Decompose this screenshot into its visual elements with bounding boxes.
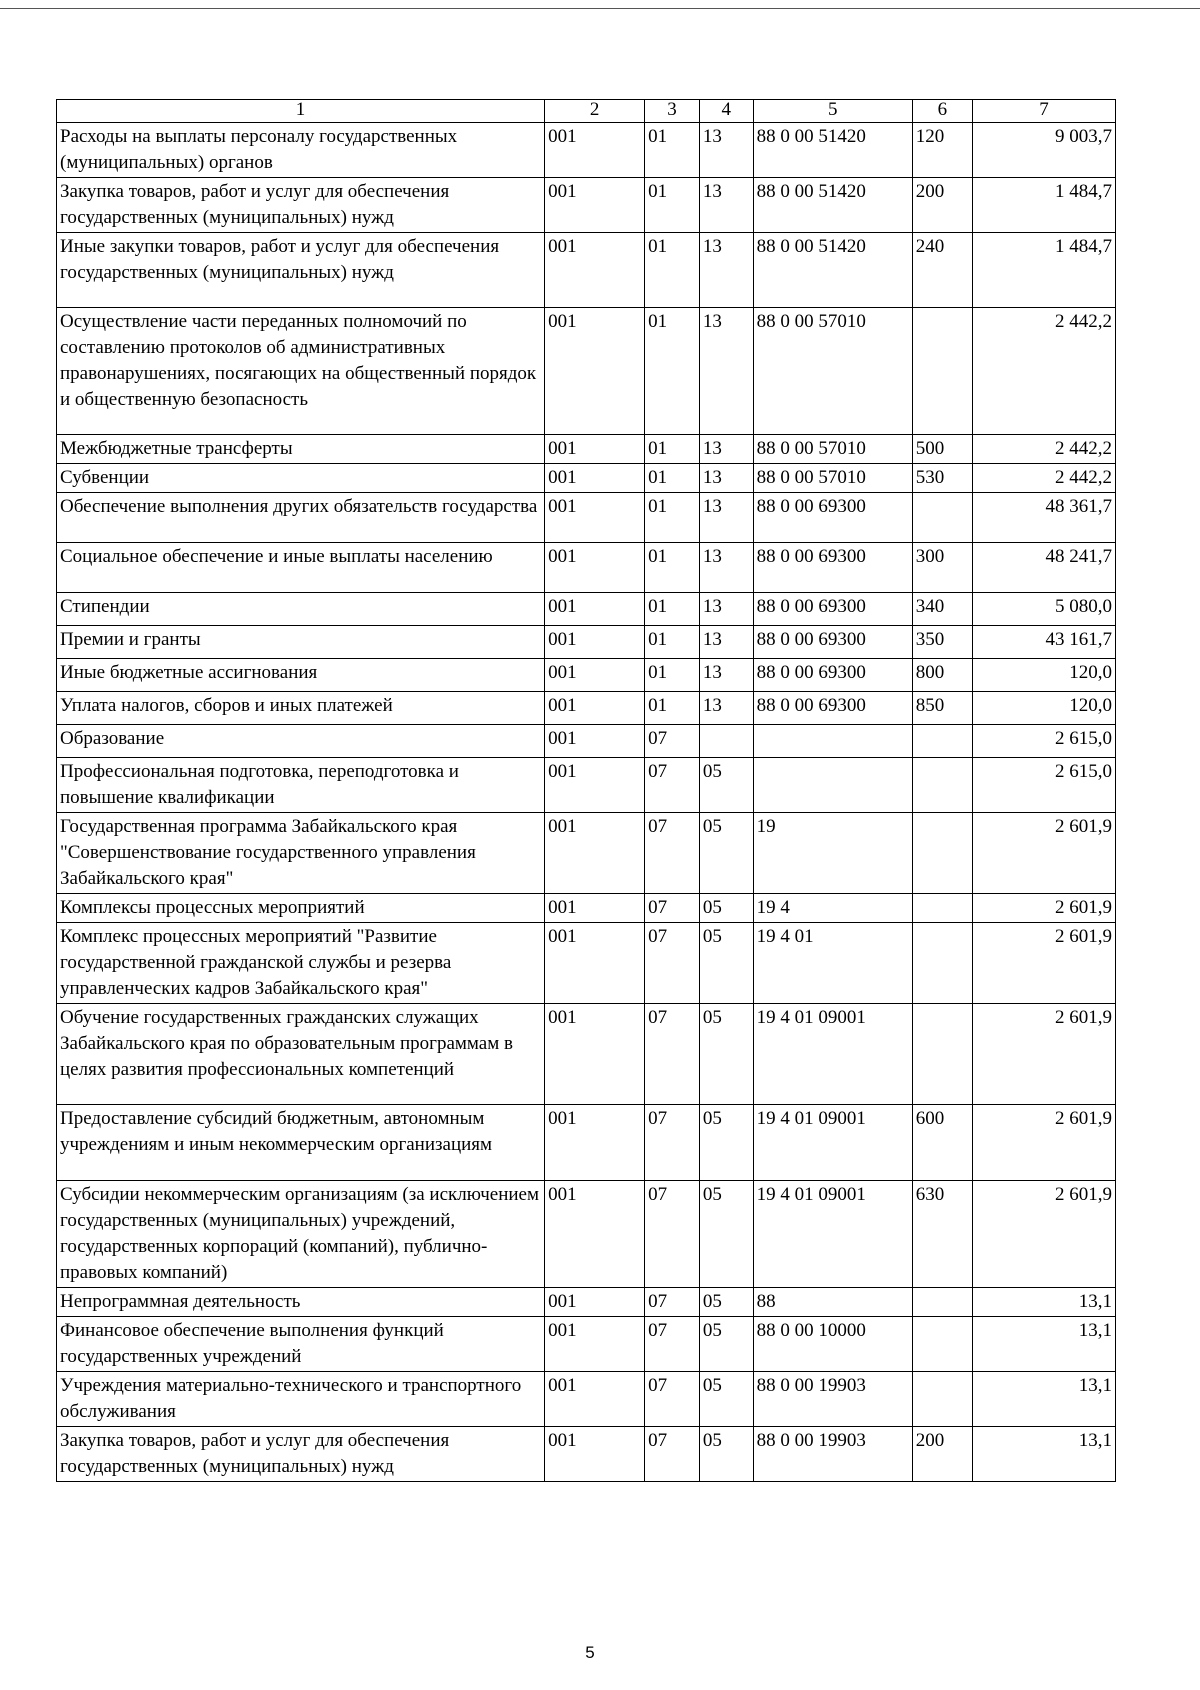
cell-target: 88 0 00 57010: [753, 435, 912, 464]
cell-section: 01: [645, 626, 700, 659]
cell-subsection: 13: [699, 626, 753, 659]
cell-subsection: 05: [699, 813, 753, 894]
cell-admin: 001: [545, 1105, 645, 1181]
cell-expense-type: [912, 1372, 972, 1427]
cell-name: Стипендии: [57, 593, 545, 626]
cell-expense-type: [912, 308, 972, 435]
cell-amount: 13,1: [972, 1372, 1115, 1427]
cell-expense-type: [912, 923, 972, 1004]
cell-admin: 001: [545, 813, 645, 894]
cell-subsection: 05: [699, 758, 753, 813]
table-row: [57, 543, 1116, 593]
cell-name: Учреждения материально-технического и транспортного обслуживания: [57, 1372, 545, 1427]
cell-target: 88 0 00 51420: [753, 233, 912, 308]
table-row: [57, 1288, 1116, 1317]
cell-amount: 48 361,7: [972, 493, 1115, 543]
cell-amount: 2 615,0: [972, 725, 1115, 758]
cell-name: Закупка товаров, работ и услуг для обеспечения государственных (муниципальных) нужд: [57, 178, 545, 233]
cell-name: Субсидии некоммерческим организациям (за исключением государственных (муниципальных) учреждений, государственных корпораций (компаний), публично-правовых компаний): [57, 1181, 545, 1288]
cell-name: Предоставление субсидий бюджетным, автономным учреждениям и иным некоммерческим организациям: [57, 1105, 545, 1181]
cell-amount: 120,0: [972, 659, 1115, 692]
cell-name: Комплексы процессных мероприятий: [57, 894, 545, 923]
cell-target: 19: [753, 813, 912, 894]
cell-admin: 001: [545, 493, 645, 543]
cell-name: Иные закупки товаров, работ и услуг для обеспечения государственных (муниципальных) нужд: [57, 233, 545, 308]
header-cell: 5: [753, 100, 912, 123]
cell-amount: 1 484,7: [972, 178, 1115, 233]
cell-section: 07: [645, 1427, 700, 1482]
table-row: [57, 178, 1116, 233]
cell-name: Премии и гранты: [57, 626, 545, 659]
cell-expense-type: [912, 725, 972, 758]
cell-name: Иные бюджетные ассигнования: [57, 659, 545, 692]
cell-subsection: 13: [699, 435, 753, 464]
cell-section: 07: [645, 1181, 700, 1288]
cell-section: 07: [645, 923, 700, 1004]
cell-name: Образование: [57, 725, 545, 758]
header-cell: 3: [645, 100, 700, 123]
table-row: [57, 1372, 1116, 1427]
cell-name: Финансовое обеспечение выполнения функций государственных учреждений: [57, 1317, 545, 1372]
cell-target: 88 0 00 57010: [753, 464, 912, 493]
cell-expense-type: 350: [912, 626, 972, 659]
cell-amount: 2 601,9: [972, 894, 1115, 923]
table-row: [57, 894, 1116, 923]
cell-section: 01: [645, 593, 700, 626]
cell-target: [753, 758, 912, 813]
cell-admin: 001: [545, 178, 645, 233]
cell-section: 07: [645, 1317, 700, 1372]
header-cell: 1: [57, 100, 545, 123]
cell-section: 07: [645, 1372, 700, 1427]
cell-expense-type: 600: [912, 1105, 972, 1181]
cell-expense-type: [912, 1288, 972, 1317]
cell-subsection: 13: [699, 543, 753, 593]
cell-expense-type: [912, 493, 972, 543]
cell-admin: 001: [545, 1372, 645, 1427]
cell-admin: 001: [545, 894, 645, 923]
cell-target: 88 0 00 69300: [753, 659, 912, 692]
cell-amount: 2 601,9: [972, 813, 1115, 894]
table-row: [57, 725, 1116, 758]
cell-expense-type: 630: [912, 1181, 972, 1288]
cell-target: 19 4 01 09001: [753, 1004, 912, 1105]
cell-subsection: 05: [699, 1372, 753, 1427]
cell-subsection: 05: [699, 1427, 753, 1482]
page-number: 5: [585, 1643, 595, 1662]
table-row: [57, 659, 1116, 692]
cell-admin: 001: [545, 692, 645, 725]
table-row: [57, 813, 1116, 894]
cell-section: 07: [645, 813, 700, 894]
cell-admin: 001: [545, 233, 645, 308]
cell-expense-type: 200: [912, 178, 972, 233]
cell-target: 88 0 00 51420: [753, 123, 912, 178]
cell-amount: 2 442,2: [972, 435, 1115, 464]
cell-expense-type: 300: [912, 543, 972, 593]
cell-target: 88 0 00 69300: [753, 692, 912, 725]
cell-section: 01: [645, 233, 700, 308]
cell-name: Социальное обеспечение и иные выплаты населению: [57, 543, 545, 593]
cell-subsection: 13: [699, 493, 753, 543]
cell-amount: 2 442,2: [972, 308, 1115, 435]
header-cell: 7: [972, 100, 1115, 123]
table-row: [57, 1181, 1116, 1288]
table-row: [57, 123, 1116, 178]
cell-amount: 1 484,7: [972, 233, 1115, 308]
table-row: [57, 1427, 1116, 1482]
cell-name: Обеспечение выполнения других обязательств государства: [57, 493, 545, 543]
cell-section: 01: [645, 308, 700, 435]
cell-subsection: 05: [699, 894, 753, 923]
header-cell: 6: [912, 100, 972, 123]
cell-section: 07: [645, 725, 700, 758]
table-row: [57, 493, 1116, 543]
table-row: [57, 435, 1116, 464]
cell-admin: 001: [545, 758, 645, 813]
cell-admin: 001: [545, 1004, 645, 1105]
cell-target: 19 4 01 09001: [753, 1105, 912, 1181]
cell-section: 07: [645, 894, 700, 923]
cell-amount: 2 601,9: [972, 923, 1115, 1004]
cell-expense-type: [912, 894, 972, 923]
cell-admin: 001: [545, 1317, 645, 1372]
cell-target: 88 0 00 10000: [753, 1317, 912, 1372]
cell-expense-type: [912, 758, 972, 813]
cell-name: Комплекс процессных мероприятий "Развитие государственной гражданской службы и резерва управленческих кадров Забайкальского края": [57, 923, 545, 1004]
table-row: [57, 1317, 1116, 1372]
table-header-row: [57, 100, 1116, 123]
cell-subsection: [699, 725, 753, 758]
cell-name: Уплата налогов, сборов и иных платежей: [57, 692, 545, 725]
budget-table: [56, 99, 1116, 1482]
cell-amount: 120,0: [972, 692, 1115, 725]
cell-expense-type: [912, 813, 972, 894]
cell-name: Профессиональная подготовка, переподготовка и повышение квалификации: [57, 758, 545, 813]
table-row: [57, 1004, 1116, 1105]
table-row: [57, 692, 1116, 725]
cell-amount: 9 003,7: [972, 123, 1115, 178]
cell-target: 88 0 00 19903: [753, 1427, 912, 1482]
cell-section: 01: [645, 435, 700, 464]
cell-subsection: 05: [699, 1181, 753, 1288]
cell-admin: 001: [545, 464, 645, 493]
table-row: [57, 233, 1116, 308]
cell-subsection: 05: [699, 1288, 753, 1317]
cell-section: 01: [645, 464, 700, 493]
cell-subsection: 13: [699, 178, 753, 233]
cell-amount: 13,1: [972, 1317, 1115, 1372]
cell-target: 88 0 00 69300: [753, 593, 912, 626]
cell-admin: 001: [545, 923, 645, 1004]
cell-target: 19 4 01: [753, 923, 912, 1004]
cell-subsection: 05: [699, 1317, 753, 1372]
cell-amount: 2 601,9: [972, 1004, 1115, 1105]
cell-section: 01: [645, 493, 700, 543]
cell-name: Расходы на выплаты персоналу государственных (муниципальных) органов: [57, 123, 545, 178]
cell-section: 01: [645, 659, 700, 692]
cell-subsection: 05: [699, 1004, 753, 1105]
cell-target: 88 0 00 69300: [753, 493, 912, 543]
cell-expense-type: 800: [912, 659, 972, 692]
cell-admin: 001: [545, 725, 645, 758]
cell-target: 88 0 00 19903: [753, 1372, 912, 1427]
cell-subsection: 05: [699, 1105, 753, 1181]
cell-amount: 13,1: [972, 1288, 1115, 1317]
cell-admin: 001: [545, 659, 645, 692]
cell-name: Субвенции: [57, 464, 545, 493]
table-row: [57, 758, 1116, 813]
cell-section: 01: [645, 123, 700, 178]
cell-section: 07: [645, 1288, 700, 1317]
cell-expense-type: 500: [912, 435, 972, 464]
cell-expense-type: 530: [912, 464, 972, 493]
cell-amount: 13,1: [972, 1427, 1115, 1482]
cell-name: Межбюджетные трансферты: [57, 435, 545, 464]
cell-name: Осуществление части переданных полномочий по составлению протоколов об административных правонарушениях, посягающих на общественный порядок и общественную безопасность: [57, 308, 545, 435]
cell-name: Государственная программа Забайкальского края "Совершенствование государственного управления Забайкальского края": [57, 813, 545, 894]
cell-subsection: 13: [699, 464, 753, 493]
cell-admin: 001: [545, 1181, 645, 1288]
cell-subsection: 13: [699, 593, 753, 626]
cell-target: 88 0 00 57010: [753, 308, 912, 435]
cell-section: 01: [645, 178, 700, 233]
table-row: [57, 308, 1116, 435]
cell-name: Обучение государственных гражданских служащих Забайкальского края по образовательным программам в целях развития профессиональных компетенций: [57, 1004, 545, 1105]
table-row: [57, 1105, 1116, 1181]
cell-subsection: 13: [699, 659, 753, 692]
cell-expense-type: 240: [912, 233, 972, 308]
cell-admin: 001: [545, 123, 645, 178]
cell-admin: 001: [545, 626, 645, 659]
header-cell: 4: [699, 100, 753, 123]
cell-target: 88 0 00 69300: [753, 543, 912, 593]
cell-expense-type: 200: [912, 1427, 972, 1482]
header-cell: 2: [545, 100, 645, 123]
cell-target: 88 0 00 69300: [753, 626, 912, 659]
cell-amount: 2 601,9: [972, 1105, 1115, 1181]
cell-section: 07: [645, 1004, 700, 1105]
cell-expense-type: 340: [912, 593, 972, 626]
table-row: [57, 464, 1116, 493]
table-row: [57, 626, 1116, 659]
cell-expense-type: 120: [912, 123, 972, 178]
cell-admin: 001: [545, 1427, 645, 1482]
cell-amount: 43 161,7: [972, 626, 1115, 659]
cell-section: 07: [645, 758, 700, 813]
cell-amount: 2 601,9: [972, 1181, 1115, 1288]
cell-section: 01: [645, 543, 700, 593]
cell-expense-type: [912, 1317, 972, 1372]
cell-admin: 001: [545, 435, 645, 464]
cell-target: [753, 725, 912, 758]
cell-expense-type: 850: [912, 692, 972, 725]
cell-subsection: 13: [699, 308, 753, 435]
cell-subsection: 05: [699, 923, 753, 1004]
cell-amount: 2 442,2: [972, 464, 1115, 493]
cell-section: 01: [645, 692, 700, 725]
cell-target: 88 0 00 51420: [753, 178, 912, 233]
table-row: [57, 923, 1116, 1004]
cell-subsection: 13: [699, 123, 753, 178]
cell-admin: 001: [545, 593, 645, 626]
cell-name: Закупка товаров, работ и услуг для обеспечения государственных (муниципальных) нужд: [57, 1427, 545, 1482]
cell-target: 19 4 01 09001: [753, 1181, 912, 1288]
cell-admin: 001: [545, 543, 645, 593]
table-body: [57, 100, 1116, 1482]
cell-amount: 2 615,0: [972, 758, 1115, 813]
cell-target: 88: [753, 1288, 912, 1317]
table-row: [57, 593, 1116, 626]
cell-expense-type: [912, 1004, 972, 1105]
cell-subsection: 13: [699, 692, 753, 725]
cell-admin: 001: [545, 308, 645, 435]
cell-admin: 001: [545, 1288, 645, 1317]
cell-subsection: 13: [699, 233, 753, 308]
top-rule: [0, 8, 1200, 9]
cell-name: Непрограммная деятельность: [57, 1288, 545, 1317]
cell-section: 07: [645, 1105, 700, 1181]
cell-amount: 5 080,0: [972, 593, 1115, 626]
cell-target: 19 4: [753, 894, 912, 923]
cell-amount: 48 241,7: [972, 543, 1115, 593]
